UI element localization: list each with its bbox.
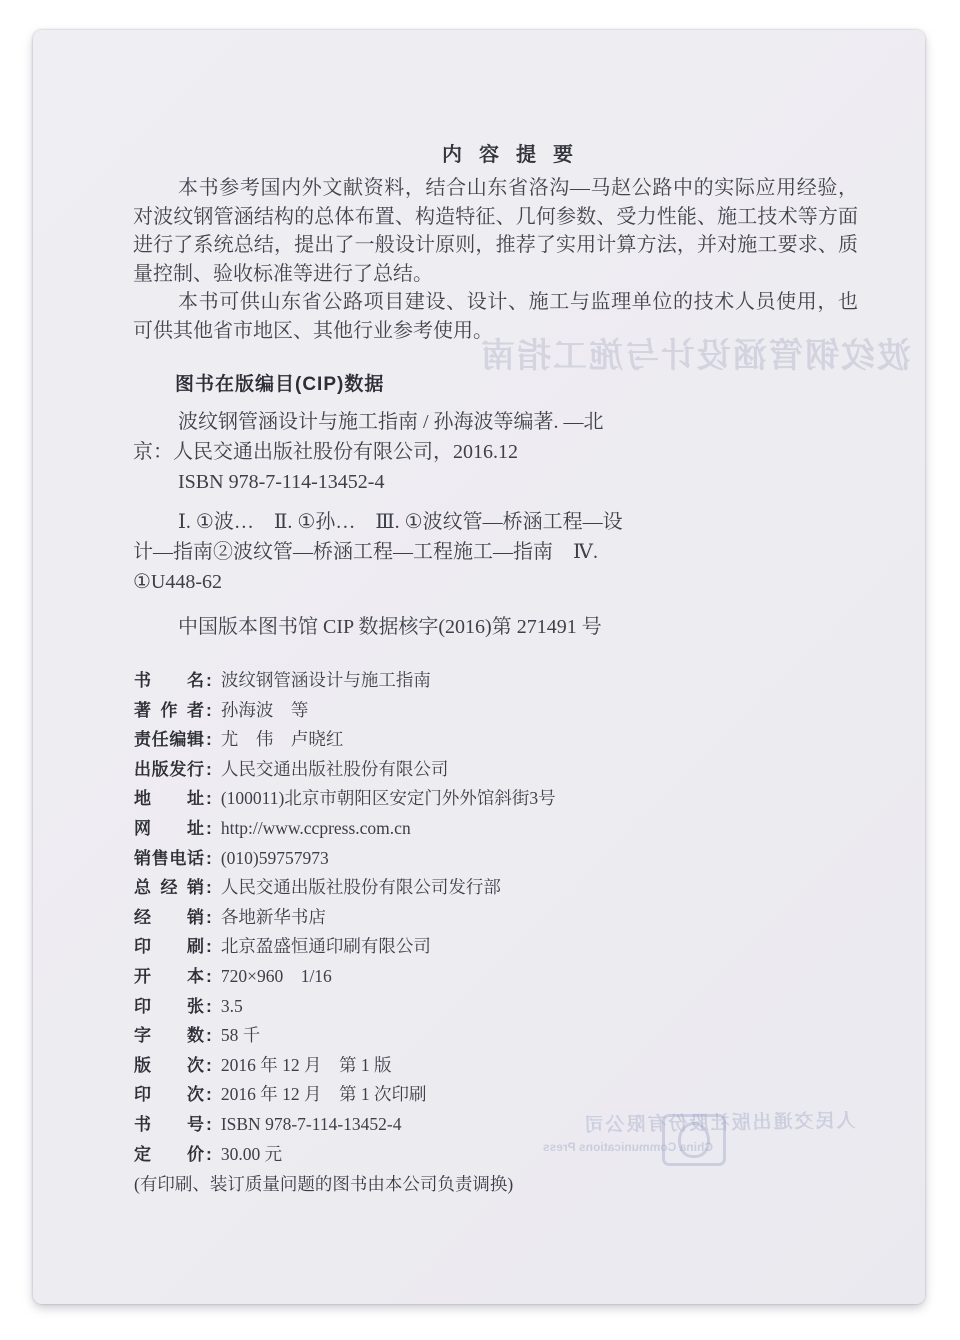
summary-line: 本书可供山东省公路项目建设、设计、施工与监理单位的技术人员使用，也 <box>178 291 858 313</box>
colophon-label: 印次 <box>134 1085 204 1105</box>
summary-line: 对波纹钢管涵结构的总体布置、构造特征、几何参数、受力性能、施工技术等方面 <box>133 205 858 228</box>
colophon-value: 2016 年 12 月 第 1 版 <box>220 1054 392 1075</box>
cip-line: ①U448-62 <box>133 571 223 593</box>
colophon-colon: : <box>206 758 212 779</box>
cip-line: ISBN 978-7-114-13452-4 <box>178 471 385 493</box>
quality-exchange-note: (有印刷、装订质量问题的图书由本公司负责调换) <box>134 1174 514 1195</box>
cip-heading: 图书在版编目(CIP)数据 <box>175 374 385 395</box>
colophon-colon: : <box>206 670 212 690</box>
colophon-value: 波纹钢管涵设计与施工指南 <box>220 670 431 690</box>
summary-line: 可供其他省市地区、其他行业参考使用。 <box>133 319 493 342</box>
colophon-value: 尤 伟 卢晓红 <box>220 729 344 750</box>
colophon-colon: : <box>206 965 212 986</box>
colophon-value: 2016 年 12 月 第 1 次印刷 <box>220 1084 427 1105</box>
colophon-label: 地址 <box>134 789 204 809</box>
colophon-row-isbn <box>134 1110 874 1140</box>
colophon-value: ISBN 978-7-114-13452-4 <box>220 1113 402 1134</box>
colophon-value: 北京盈盛恒通印刷有限公司 <box>220 936 431 957</box>
colophon-colon: : <box>206 995 212 1016</box>
summary-line: 量控制、验收标准等进行了总结。 <box>133 262 433 285</box>
colophon-row-printer <box>134 932 874 962</box>
colophon-label: 书号 <box>134 1114 204 1134</box>
colophon-colon: : <box>206 1054 212 1075</box>
bleedthrough-publisher-name-en: China Communications Press <box>542 1140 713 1154</box>
colophon-colon: : <box>206 1143 212 1164</box>
colophon-colon: : <box>206 699 212 720</box>
colophon-row-publisher <box>134 755 874 785</box>
colophon-label: 书名 <box>134 671 204 690</box>
colophon-colon: : <box>206 729 212 750</box>
colophon-label: 版次 <box>134 1055 204 1075</box>
colophon-row-format <box>134 962 874 992</box>
colophon-colon: : <box>206 877 212 898</box>
colophon-colon: : <box>206 1113 212 1134</box>
colophon-value: 720×960 1/16 <box>220 965 332 986</box>
colophon-value: 30.00 元 <box>220 1143 283 1164</box>
summary-title: 内 容 提 要 <box>442 144 579 166</box>
colophon-row-word-count <box>134 1021 874 1051</box>
colophon-label: 责任编辑 <box>134 730 204 750</box>
colophon-value: 孙海波 等 <box>220 699 309 720</box>
colophon-value: (010)59757973 <box>220 847 329 868</box>
cip-record <box>133 407 873 642</box>
bleedthrough-publisher-name: 人民交通出版社股份有限公司 <box>582 1110 856 1137</box>
cip-record-number: 中国版本图书馆 CIP 数据核字(2016)第 271491 号 <box>178 616 602 638</box>
colophon-row-retailer <box>134 903 874 933</box>
summary-line: 进行了系统总结，提出了一般设计原则，推荐了实用计算方法，并对施工要求、质 <box>133 234 858 256</box>
colophon-row-sheets <box>134 992 874 1022</box>
cip-line: 计—指南②波纹管—桥涵工程—工程施工—指南 Ⅳ. <box>133 541 598 563</box>
bleedthrough-book-title: 波纹钢管涵设计与施工指南 <box>479 337 911 375</box>
colophon-colon: : <box>206 1084 212 1105</box>
colophon-value: http://www.ccpress.com.cn <box>220 817 411 838</box>
colophon-colon: : <box>206 788 212 809</box>
colophon-row-address <box>134 784 874 814</box>
colophon-value: 人民交通出版社股份有限公司发行部 <box>220 877 501 898</box>
colophon-label: 著作者 <box>134 700 204 720</box>
colophon-value: 58 千 <box>220 1025 261 1046</box>
colophon-label: 销售电话 <box>134 848 204 868</box>
summary-line: 本书参考国内外文献资料，结合山东省洛沟—马赵公路中的实际应用经验， <box>178 177 858 199</box>
colophon-label: 字数 <box>134 1026 204 1046</box>
colophon-value: 3.5 <box>220 995 243 1016</box>
colophon-row-website <box>134 814 874 844</box>
colophon-label: 出版发行 <box>134 759 204 779</box>
colophon-colon: : <box>206 817 212 838</box>
colophon-label: 印张 <box>134 996 204 1016</box>
colophon-colon: : <box>206 906 212 927</box>
colophon-row-book-title <box>134 666 874 696</box>
colophon-value: 人民交通出版社股份有限公司 <box>220 758 449 779</box>
colophon-value: 各地新华书店 <box>220 906 326 927</box>
colophon-row-edition <box>134 1051 874 1081</box>
colophon-row-sales-phone <box>134 844 874 874</box>
colophon-label: 定价 <box>134 1144 204 1164</box>
colophon-row-editor <box>134 725 874 755</box>
cip-line: 波纹钢管涵设计与施工指南 / 孙海波等编著. —北 <box>178 411 604 433</box>
colophon-value: (100011)北京市朝阳区安定门外外馆斜街3号 <box>220 788 556 809</box>
colophon-label: 经销 <box>134 907 204 927</box>
colophon-row-distributor <box>134 873 874 903</box>
colophon-colon: : <box>206 936 212 957</box>
colophon-colon: : <box>206 1025 212 1046</box>
colophon-row-price <box>134 1140 874 1170</box>
colophon <box>134 666 874 1199</box>
colophon-row-author <box>134 696 874 726</box>
colophon-colon: : <box>206 847 212 868</box>
book-copyright-page <box>33 30 925 1304</box>
colophon-label: 开本 <box>134 966 204 986</box>
cip-line: 京：人民交通出版社股份有限公司，2016.12 <box>133 441 518 463</box>
summary-body <box>133 174 858 345</box>
colophon-row-impression <box>134 1080 874 1110</box>
colophon-label: 印刷 <box>134 937 204 957</box>
cip-line: Ⅰ. ①波… Ⅱ. ①孙… Ⅲ. ①波纹管—桥涵工程—设 <box>178 511 623 533</box>
colophon-label: 总经销 <box>134 878 204 898</box>
colophon-label: 网址 <box>134 818 204 838</box>
